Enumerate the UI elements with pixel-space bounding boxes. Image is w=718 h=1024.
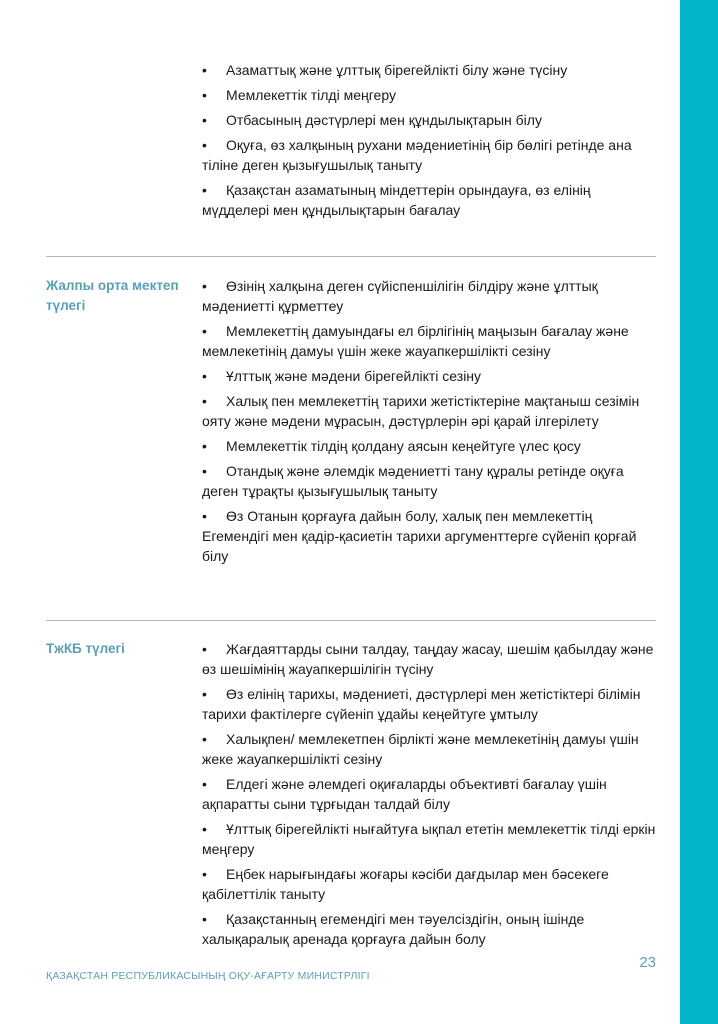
list-item: • Азаматтық және ұлттық бірегейлікті білу және түсіну	[202, 62, 568, 78]
item-list	[202, 276, 656, 571]
list-item: • Отандық және әлемдік мәдениетті тану құралы ретінде оқуға деген тұрақты қызығушылық таныту	[202, 463, 624, 499]
list-item: • Мемлекеттің дамуындағы ел бірлігінің маңызын бағалау және мемлекетінің дамуы үшін жеке жауапкершілікті сезіну	[202, 323, 629, 359]
list-item: • Өз Отанын қорғауға дайын болу, халық пен мемлекеттің Егемендігі мен қадір-қасиетін тарихи аргументтерге сүйеніп қорғай білу	[202, 508, 637, 564]
side-accent-bar	[680, 0, 718, 1024]
list-item: • Отбасының дәстүрлері мен құндылықтарын білу	[202, 112, 542, 128]
list-item: • Еңбек нарығындағы жоғары кәсіби дағдылар мен бәсекеге қабілеттілік таныту	[202, 866, 609, 902]
list-item: • Өзінің халқына деген сүйіспеншілігін білдіру және ұлттық мәдениетті құрметтеу	[202, 278, 598, 314]
list-item: • Қазақстан азаматының міндеттерін орындауға, өз елінің мүдделері мен құндылықтарын бағалау	[202, 182, 591, 218]
list-item: • Елдегі және әлемдегі оқиғаларды объективті бағалау үшін ақпаратты сыни тұрғыдан талдай білу	[202, 776, 607, 812]
list-item: • Оқуға, өз халқының рухани мәдениетінің бір бөлігі ретінде ана тіліне деген қызығушылық таныту	[202, 137, 632, 173]
list-item: • Халық пен мемлекеттің тарихи жетістіктеріне мақтаныш сезімін ояту және мәдени мұрасын, дәстүрлерін әрі қарай ілгерілету	[202, 393, 640, 429]
list-item: • Мемлекеттік тілді меңгеру	[202, 87, 396, 103]
list-item: • Ұлттық бірегейлікті нығайтуға ықпал ететін мемлекеттік тілді еркін меңгеру	[202, 821, 656, 857]
item-list	[202, 60, 656, 225]
footer-ministry-name: ҚАЗАҚСТАН РЕСПУБЛИКАСЫНЫҢ ОҚУ-АҒАРТУ МИНИСТРЛІГІ	[46, 970, 370, 982]
list-item: • Өз елінің тарихы, мәдениеті, дәстүрлері мен жетістіктері білімін тарихи фактілерге сүйеніп ұдайы кеңейтуге ұмтылу	[202, 686, 641, 722]
section-divider	[46, 256, 656, 257]
list-item: • Ұлттық және мәдени бірегейлікті сезіну	[202, 368, 482, 384]
list-item: • Мемлекеттік тілдің қолдану аясын кеңейтуге үлес қосу	[202, 438, 581, 454]
list-item: • Қазақстанның егемендігі мен тәуелсіздігін, оның ішінде халықаралық аренада қорғауға дайын болу	[202, 911, 585, 947]
section-label: Жалпы орта мектеп түлегі	[46, 278, 179, 313]
section-label: ТжКБ түлегі	[46, 641, 125, 656]
list-item: • Халықпен/ мемлекетпен бірлікті және мемлекетінің дамуы үшін жеке жауапкершілікті сезіну	[202, 731, 639, 767]
page-number: 23	[639, 954, 656, 971]
list-item: • Жағдаяттарды сыни талдау, таңдау жасау, шешім қабылдау және өз шешімінің жауапкершілігін түсіну	[202, 641, 654, 677]
item-list	[202, 639, 656, 954]
section-divider	[46, 620, 656, 621]
